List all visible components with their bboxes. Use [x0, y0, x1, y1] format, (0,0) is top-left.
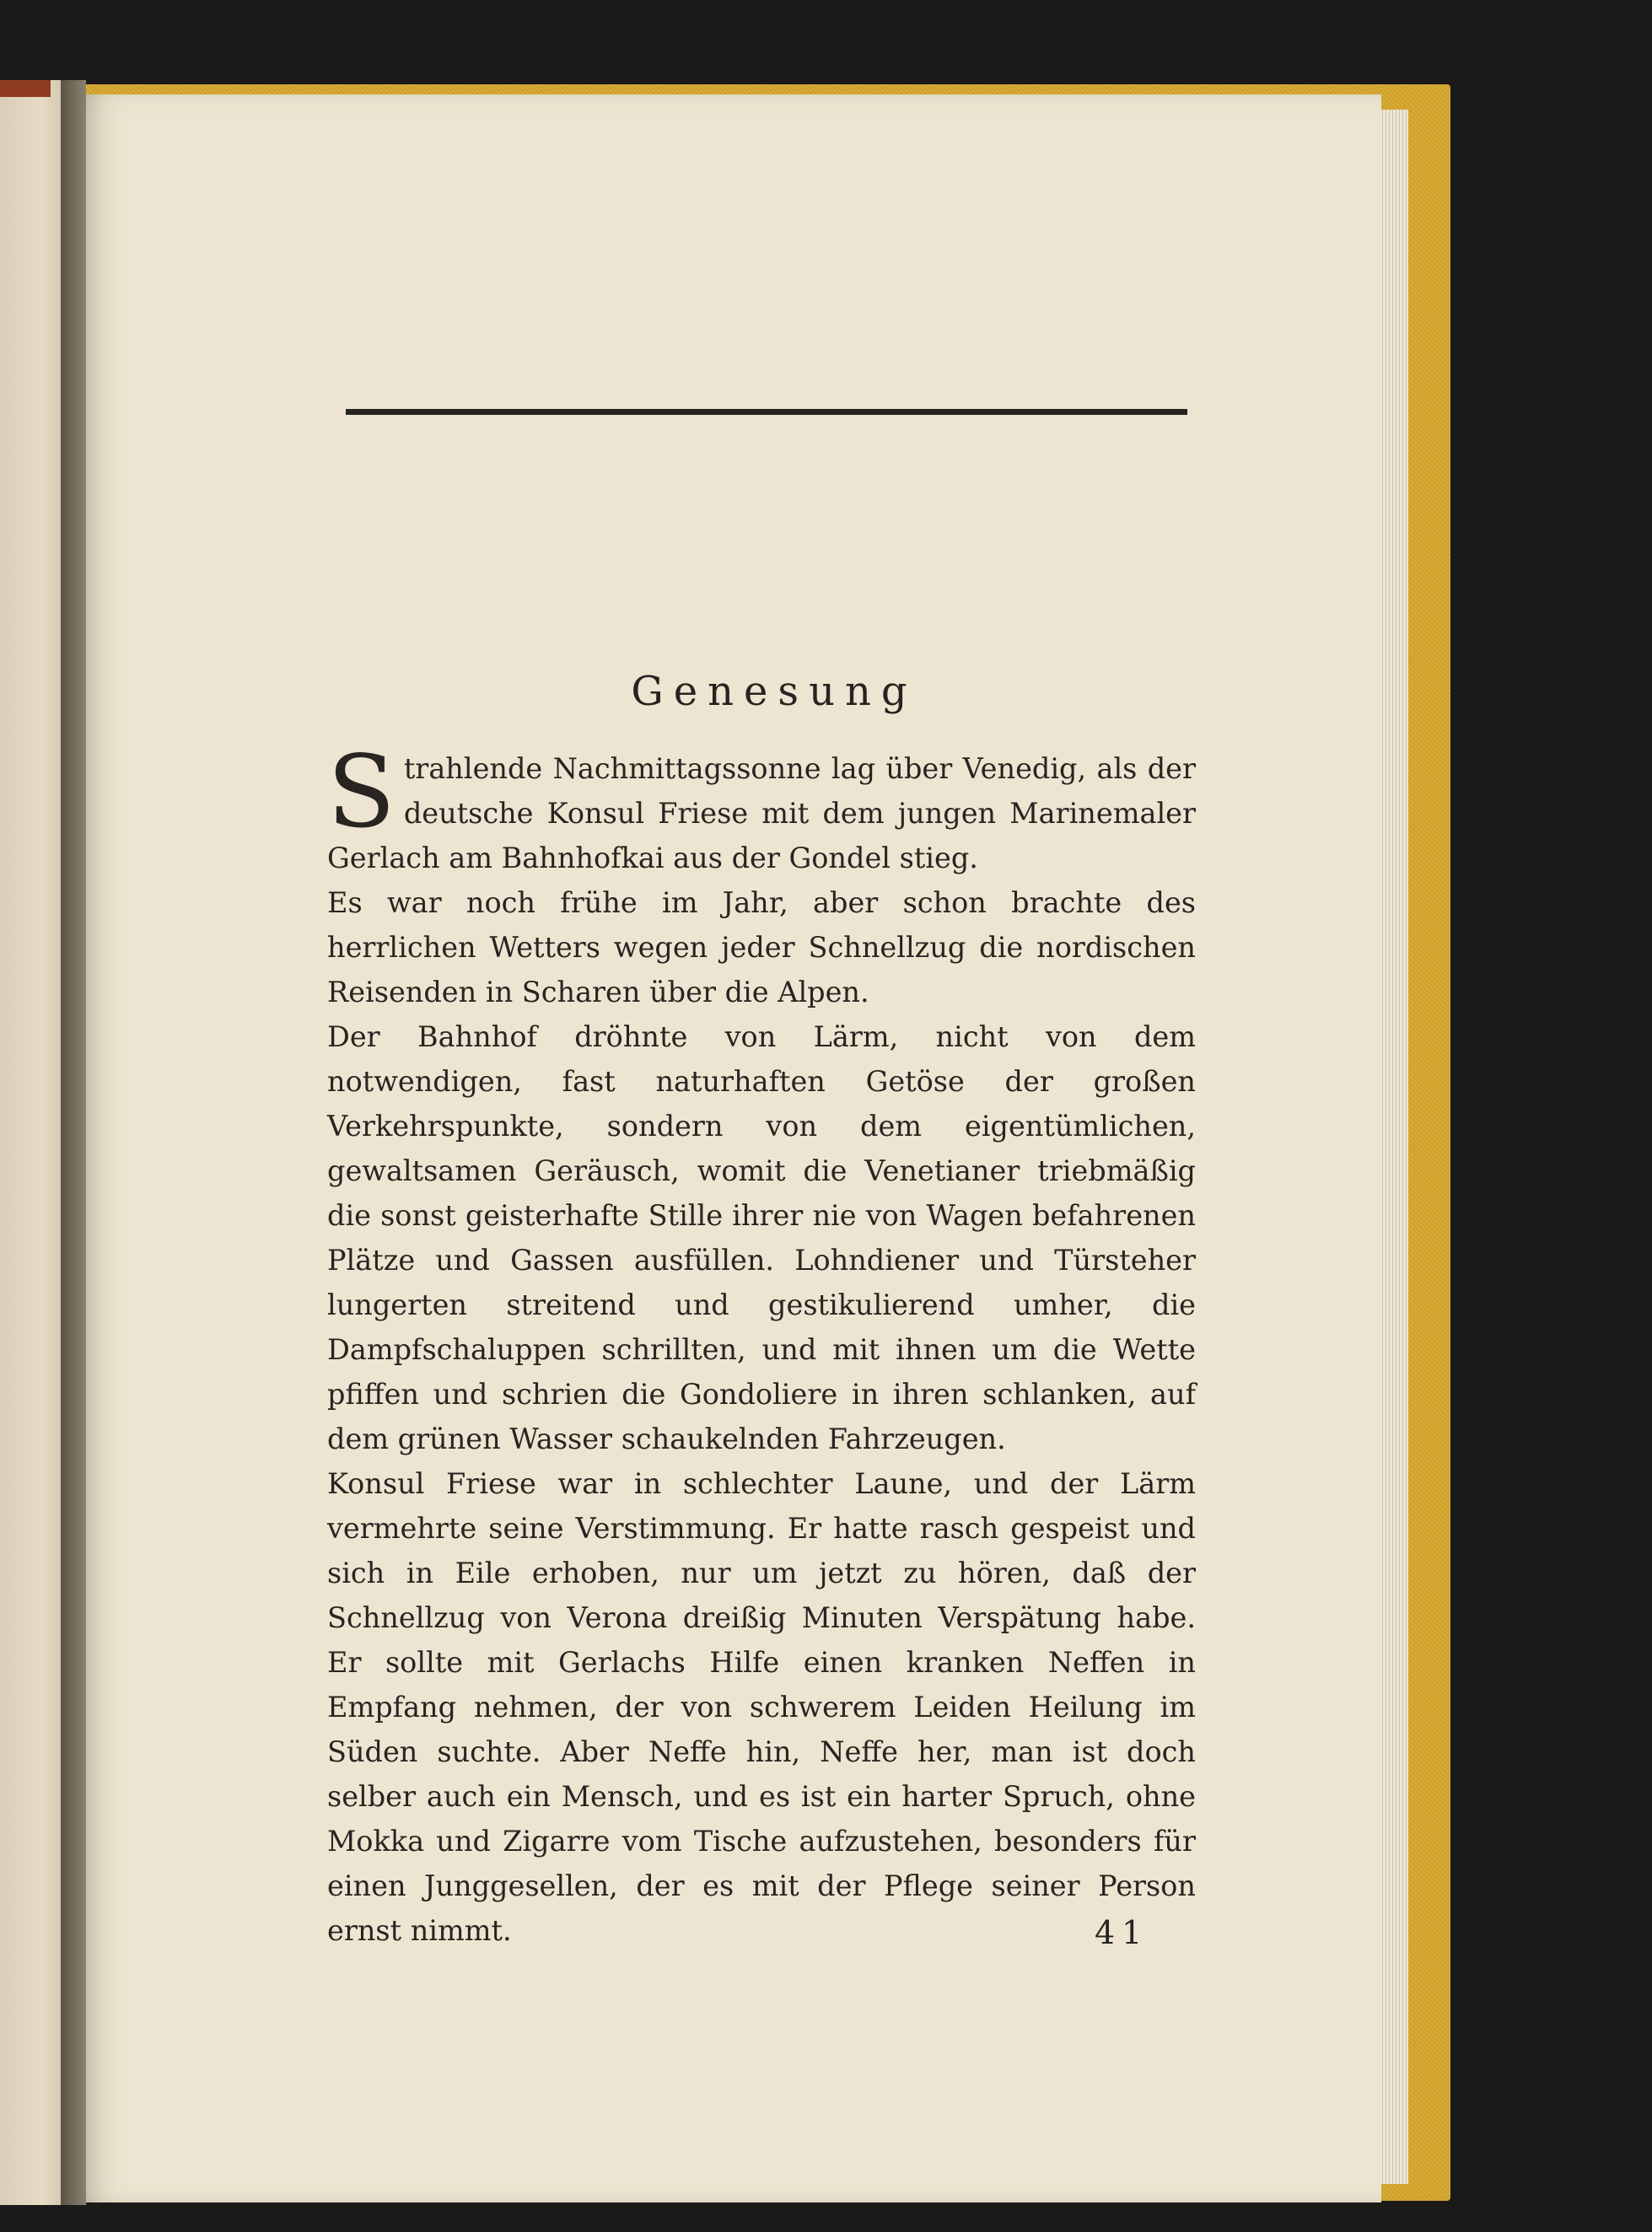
paragraph-2: Es war noch frühe im Jahr, aber schon brachte des herrlichen Wetters wegen jeder Schnellzug die nordischen Reisenden in Scharen über die Alpen.: [327, 886, 1196, 1008]
header-rule: [346, 409, 1187, 415]
paragraph-4: Konsul Friese war in schlechter Laune, und der Lärm vermehrte seine Verstimmung. Er hatte rasch gespeist und sich in Eile erhoben, nur um jetzt zu hören, daß der Schnellzug von Verona dreißig Minuten Verspätung habe. Er sollte mit Gerlachs Hilfe einen kranken Neffen in Empfang nehmen, der von schwerem Leiden Heilung im Süden suchte. Aber Neffe hin, Neffe her, man ist doch selber auch ein Mensch, und es ist ein harter Spruch, ohne Mokka und Zigarre vom Tische aufzustehen, besonders für einen Junggesellen, der es mit der Pflege seiner Person ernst nimmt.: [327, 1467, 1196, 1947]
left-page-edge: [0, 80, 67, 2205]
paragraph-3: Der Bahnhof dröhnte von Lärm, nicht von dem notwendigen, fast naturhaften Getöse der großen Verkehrspunkte, sondern von dem eigentümlichen, gewaltsamen Geräusch, womit die Venetianer triebmäßig die sonst geisterhafte Stille ihrer nie von Wagen befahrenen Plätze und Gassen ausfüllen. Lohndiener und Türsteher lungerten streitend und gestikulierend umher, die Dampfschaluppen schrillten, und mit ihnen um die Wette pfiffen und schrien die Gondoliere in ihren schlanken, auf dem grünen Wasser schaukelnden Fahrzeugen.: [327, 1020, 1196, 1455]
book-gutter: [61, 80, 86, 2205]
left-binding-edge: [0, 80, 51, 97]
page-number: 41: [1095, 1914, 1149, 1951]
book-page: [83, 94, 1381, 2202]
body-text: [327, 734, 1196, 1953]
paragraph-1-text: trahlende Nachmittagssonne lag über Venedig, als der deutsche Konsul Friese mit dem jungen Marinemaler Gerlach am Bahnhofkai aus der Gondel stieg.: [327, 752, 1196, 874]
paragraph-1: [327, 734, 1196, 880]
drop-cap: S: [327, 734, 396, 850]
chapter-title: Genesung: [631, 668, 917, 715]
